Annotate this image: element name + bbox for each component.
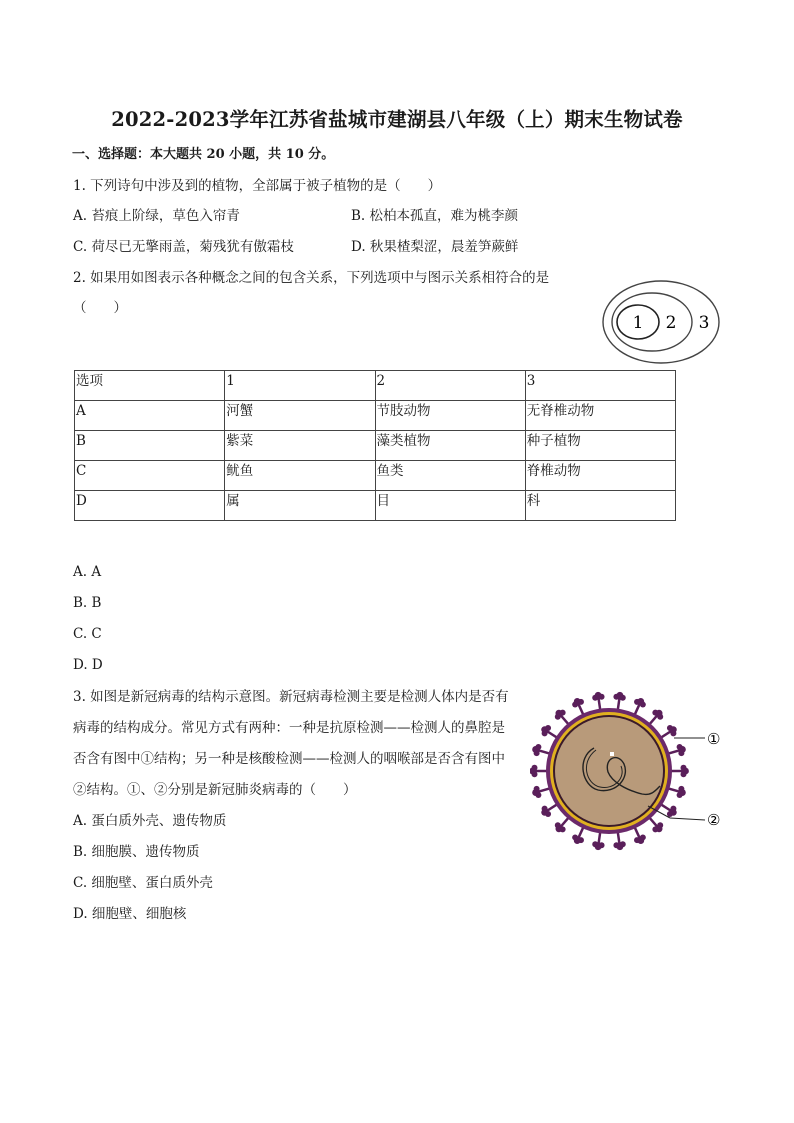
spike-head [681,771,687,777]
venn-diagram [600,278,724,374]
q2-option-b: B. B [73,595,102,611]
q1-option-d: D. 秋果楂梨涩，晨羞笋蕨鲜 [351,239,519,255]
label-2-pointer-tail [670,818,705,820]
q2-stem: 2. 如果用如图表示各种概念之间的包含关系，下列选项中与图示关系相符合的是 [73,270,550,286]
venn-label-3: 3 [698,313,710,333]
spike-head [678,750,684,756]
table-cell: 脊椎动物 [525,461,675,491]
table-cell: A [75,401,225,431]
q3-option-d: D. 细胞壁、细胞核 [73,906,187,922]
q3-stem-line-3: 否含有图中①结构；另一种是核酸检测——检测人的咽喉部是否含有图中 [73,751,505,767]
q3-option-b: B. 细胞膜、遗传物质 [73,844,200,860]
venn-label-2: 2 [665,313,677,333]
page-title: 2022-2023学年江苏省盐城市建湖县八年级（上）期末生物试卷 [111,108,683,131]
spike-head [634,837,640,843]
spike-head [620,695,626,701]
spike-head [592,841,598,847]
q2-option-c: C. C [73,626,102,642]
q3-stem-line-4: ②结构。①、②分别是新冠肺炎病毒的（ ） [73,782,357,798]
spike-head [670,730,676,736]
q3-option-c: C. 细胞壁、蛋白质外壳 [73,875,213,891]
q2-stem-cont: （ ） [73,300,127,316]
spike-head [667,811,673,817]
table-cell: 3 [525,371,675,401]
spike-head [599,694,605,700]
table-row [75,431,676,461]
virus-diagram [530,682,730,866]
virus-core-highlight [610,752,614,756]
q3-option-a: A. 蛋白质外壳、遗传物质 [73,813,227,829]
table-cell: D [75,491,225,521]
q3-stem-line-1: 3. 如图是新冠病毒的结构示意图。新冠病毒检测主要是检测人体内是否有 [73,689,509,705]
q1-option-c: C. 荷尽已无擎雨盖，菊残犹有傲霜枝 [73,239,294,255]
table-cell: 目 [375,491,525,521]
q2-option-a: A. A [73,564,102,580]
venn-label-1: 1 [632,313,644,333]
spike-head [534,786,540,792]
table-row [75,401,676,431]
virus-core [555,717,663,825]
table-cell: 藻类植物 [375,431,525,461]
table-cell: 2 [375,371,525,401]
table-row [75,491,676,521]
spike-head [652,826,658,832]
q1-stem: 1. 下列诗句中涉及到的植物，全部属于被子植物的是（ ） [73,178,442,194]
spike-head [657,714,663,720]
spike-head [640,702,646,708]
options-table [74,370,676,521]
spike-head [677,792,683,798]
q3-stem-line-2: 病毒的结构成分。常见方式有两种：一种是抗原检测——检测人的鼻腔是 [73,720,505,736]
virus-label-1: ① [707,730,721,748]
q1-option-b: B. 松柏本孤直，难为桃李颜 [351,208,519,224]
table-cell: C [75,461,225,491]
table-cell: 鱼类 [375,461,525,491]
virus-label-2: ② [707,811,721,829]
spike-head [578,699,584,705]
table-cell: 紫菜 [225,431,375,461]
table-cell: B [75,431,225,461]
spike-head [560,710,566,716]
spike-head [542,806,548,812]
table-cell: 1 [225,371,375,401]
spike-head [572,834,578,840]
spike-head [545,725,551,731]
q1-option-a: A. 苔痕上阶绿，草色入帘青 [73,208,240,224]
table-cell: 河蟹 [225,401,375,431]
spike-head [535,744,541,750]
table-row [75,371,676,401]
table-row [75,461,676,491]
table-cell: 种子植物 [525,431,675,461]
table-cell: 鱿鱼 [225,461,375,491]
spike-head [613,842,619,848]
q2-option-d: D. D [73,657,103,673]
section-heading: 一、选择题：本大题共 20 小题，共 10 分。 [72,147,335,162]
table-cell: 节肢动物 [375,401,525,431]
table-cell: 选项 [75,371,225,401]
table-cell: 科 [525,491,675,521]
table-cell: 无脊椎动物 [525,401,675,431]
spike-head [555,822,561,828]
spike-head [532,765,538,771]
table-cell: 属 [225,491,375,521]
